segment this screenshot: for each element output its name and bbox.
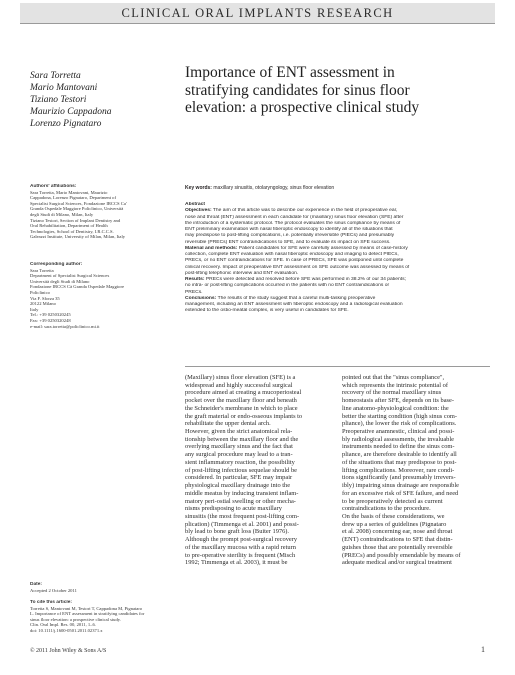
citation-line: L. Importance of ENT assessment in stratifying candidates for [30, 611, 145, 617]
affiliation-line: Oral Rehabilitation, Department of Health [30, 223, 108, 229]
abstract-line: the introduction of a systematic protocol. The protocol evaluates the sinus compliance by means of [185, 220, 401, 226]
body-text-line: which represents the intrinsic potential of [342, 381, 448, 389]
affiliation-line: degli Studi di Milano, Milan, Italy [30, 211, 94, 217]
abstract-line: PRECs. [185, 289, 203, 295]
author-name: Lorenzo Pignataro [30, 119, 102, 129]
keywords [185, 185, 490, 191]
body-text-line: to pre-operative sterility is frequent (Misch [185, 551, 296, 559]
body-text-line: overlying maxillary sinus and the fact that [185, 443, 293, 451]
body-text-line: matory peri-ostial swelling or other mecha- [185, 497, 296, 505]
citation-line: Torretta S, Mantovani M, Testori T, Cappadona M, Pignataro [30, 605, 143, 611]
abstract-line: PRECs, or no ENT contraindications for SFE. In case of PRECs, SFE was postponed until complete [185, 258, 404, 264]
body-text-line: of post-lifting infectious sequelae should be [185, 466, 297, 474]
title-line: Importance of ENT assessment in [185, 64, 395, 81]
abstract-line: ENT preliminary examination with nasal fiberoptic endoscopy to identify all of the situations that [185, 227, 393, 232]
correspondence-line: Fondazione IRCCS Cà Granda Ospedale Maggiore [30, 284, 125, 290]
body-text-line: recovery of the normal maxillary sinus [342, 389, 442, 397]
abstract-line: nose and throat (ENT) assessment in each candidate for (maxillary) sinus floor elevation (SFE) after [185, 214, 404, 220]
body-text-line: for an excessive risk of SFE failure, and need [342, 489, 459, 497]
body-text-line: of the maxillary mucosa with a rapid return [185, 543, 296, 551]
copyright: © 2011 John Wiley & Sons A/S [30, 648, 107, 654]
affiliation-line: Galeazzi Institute, University of Milan, Milan, Italy [30, 234, 126, 240]
citation-info [30, 600, 180, 634]
body-text-line: tionship between the maxillary floor and the [185, 435, 299, 443]
abstract-line: Conclusions: The results of the study suggest that a careful multi-tasking preoperative [185, 295, 376, 301]
body-text-line: However, given the strict anatomical rela- [185, 428, 293, 436]
affiliation-line: Tiziano Testori, Section of Implant Dentistry and [30, 217, 121, 223]
article-title [185, 64, 490, 117]
body-text-line: Preoperative anamnestic, clinical and possi- [342, 428, 455, 436]
body-text-line: to be preoperatively detected as current [342, 497, 443, 505]
page-number: 1 [481, 645, 485, 654]
abstract-line: extended to the ostio-meatal complex, is very useful in candidates for SFE. [185, 308, 349, 314]
body-text-line: sient inflammatory reaction, the possibility [185, 458, 295, 466]
body-text-line: widespread and highly successful surgical [185, 381, 293, 389]
keywords-label: Key words: [185, 185, 212, 191]
correspondence-line: Italy [30, 306, 39, 312]
body-text-line: (Maxillary) sinus floor elevation (SFE) is a [185, 374, 296, 381]
body-text-line: the Schneider's membrane in which to place [185, 404, 298, 412]
correspondence-line: Tel.: +39 0250320245 [30, 312, 71, 318]
journal-header: CLINICAL ORAL IMPLANTS RESEARCH [20, 3, 495, 24]
body-text-line: plication) (Timmenga et al. 2001) and possi- [185, 520, 299, 528]
title-line: stratifying candidates for sinus floor [185, 81, 410, 99]
abstract-line: reversible (PRECs) ENT contraindications to SFE, and to evaluate its impact on SFE success. [185, 239, 391, 245]
body-text-line: adequate medical and/or surgical treatment [342, 559, 452, 567]
abstract [185, 202, 490, 315]
body-text-line: considered. In particular, SFE may impair [185, 474, 293, 482]
body-text-line: middle meatus by inducing transient inflam- [185, 489, 299, 497]
body-text-line: rehabilitate the upper dental arch. [185, 420, 271, 428]
affiliation-line: Granda Ospedale Maggiore Policlinico, Università [30, 206, 124, 212]
body-text-line: better the starting condition (high sinus com- [342, 412, 458, 420]
affiliation-line: Cappadona, Lorenzo Pignataro, Department of [30, 195, 116, 201]
correspondence-line: Department of Specialist Surgical Sciences [30, 273, 110, 279]
correspondence-line: Via F. Sforza 35 [30, 295, 60, 301]
body-text-line: et al. 2008) concerning ear, nose and throat [342, 528, 453, 536]
affiliation-line: Technologies, School of Dentistry, I.R.C.C.S. [30, 228, 114, 234]
body-text-line: pocket over the maxillary floor and beneath [185, 397, 297, 405]
correspondence-line: e-mail: sara.torretta@policlinico.mi.it [30, 323, 100, 329]
body-text-line: instruments needed to define the sinus com- [342, 443, 455, 451]
body-text-line: any surgical procedure may lead to a tran- [185, 451, 293, 459]
abstract-line: no intra- or post-lifting complications occurred in the patients with no ENT contraindications or [185, 283, 390, 289]
abstract-line: Objectives: The aim of this article was to describe our experience in the field of preoperative ear, [185, 208, 398, 214]
body-column-left [185, 374, 331, 567]
abstract-line: Results: PRECs were detected and resolved before SFE was performed in 38.2% of our 34 patients; [185, 277, 406, 282]
correspondence-line: Fax: +39 0250320248 [30, 317, 71, 323]
author-name: Maurizio Cappadona [30, 107, 112, 117]
accepted-date: Accepted 2 October 2011 [30, 587, 77, 593]
body-text-line: lifting complications. Moreover, rare condi- [342, 466, 455, 474]
author-name: Sara Torretta [30, 71, 81, 81]
body-text-line: (PRECs) and possibly emendable by means of [342, 551, 461, 559]
body-text-line: Although the prompt post-surgical recovery [185, 536, 298, 544]
body-text-line: line anatomo-physiological condition: the [342, 404, 449, 412]
citation-line: Clin. Oral Impl. Res. 00, 2011, 1–6. [30, 622, 96, 628]
correspondence-line: Università degli Studi di Milano [30, 278, 90, 284]
keywords-text: maxillary sinusitis, otolaryngology, sinus floor elevation [213, 185, 335, 191]
body-text-line: physiological maxillary drainage into the [185, 482, 291, 490]
citation-line: sinus floor elevation: a prospective clinical study. [30, 616, 121, 622]
body-text-line: 1992; Timmenga et al. 2003), it must be [185, 559, 288, 567]
body-text-line: drew up a series of guidelines (Pignataro [342, 520, 447, 528]
dates-heading: Date: [30, 582, 42, 587]
affiliation-line: Specialist Surgical Sciences, Fondazione IRCCS Ca' [30, 200, 127, 206]
correspondence-line: Sara Torretta [30, 267, 54, 273]
title-line: elevation: a prospective clinical study [185, 99, 420, 116]
correspondence-heading: Corresponding author: [30, 262, 83, 267]
dates [30, 582, 180, 593]
body-text-line: guishes those that are potentially reversible [342, 543, 453, 551]
affiliations-heading: Authors' affiliations: [30, 184, 77, 189]
body-text-line: bly radiological assessments, the invaluable [342, 435, 454, 443]
body-text-line: bly lead to bone graft loss (Buiter 1976). [185, 528, 290, 536]
abstract-line: clinical recovery. Impact of preoperative ENT assessment on SFE outcome was assessed by means of [185, 264, 410, 270]
correspondence [30, 262, 180, 329]
abstract-line: post-lifting telephonic interview and ENT evaluation. [185, 270, 299, 276]
body-text-line: pliance), the lower the risk of complications. [342, 420, 457, 428]
body-text-line: sinusitis (the most frequent post-lifting com- [185, 512, 300, 520]
body-text-line: of the situations that may predispose to post- [342, 458, 457, 466]
author-name: Tiziano Testori [30, 95, 87, 105]
body-text-line: ibly) impairing sinus drainage are responsible [342, 482, 459, 490]
correspondence-line: 20122 Milano [30, 301, 56, 307]
citation-heading: To cite this article: [30, 600, 73, 605]
divider [185, 366, 490, 367]
body-text-line: procedure aimed at creating a mucoperiosteal [185, 389, 302, 397]
abstract-line: collection, complete ENT evaluation with nasal fiberoptic endoscopy and imaging to detect PIECs, [185, 252, 399, 257]
body-text-line: pointed out that the "sinus compliance", [342, 374, 445, 381]
body-column-right [342, 374, 488, 567]
author-list [30, 70, 180, 130]
body-text-line: the graft material or endo-osseous implants to [185, 412, 303, 420]
body-text-line: homeostasis after SFE, depends on its base- [342, 397, 454, 405]
abstract-line: may predispose to post-lifting complications, i.e. potentially irreversible (PIECs) and presumably [185, 233, 395, 239]
author-name: Mario Mantovani [30, 83, 98, 93]
abstract-line: management, including an ENT assessment with fiberoptic endoscopy and a radiological evaluation [185, 302, 403, 307]
body-text-line: nisms predisposing to acute maxillary [185, 505, 282, 513]
body-text-line: On the basis of these considerations, we [342, 512, 445, 520]
body-text-line: contraindications to the procedure. [342, 505, 431, 513]
affiliation-line: Sara Torretta, Mario Mantovani, Maurizio [30, 189, 108, 195]
correspondence-line: Policlinico [30, 289, 50, 295]
body-text-line: (ENT) contraindications to SFE that distin- [342, 536, 453, 544]
citation-line: doi: 10.1111/j.1600-0501.2011.02371.x [30, 627, 103, 633]
abstract-line: Material and methods: Patient candidates for SFE were carefully assessed by means of case-history [185, 245, 408, 251]
abstract-heading: Abstract [185, 202, 206, 207]
body-text-line: pliance, are therefore desirable to identify all [342, 451, 457, 459]
body-text-line: tions significantly (and presumably irrevers- [342, 474, 456, 482]
affiliations [30, 184, 180, 240]
